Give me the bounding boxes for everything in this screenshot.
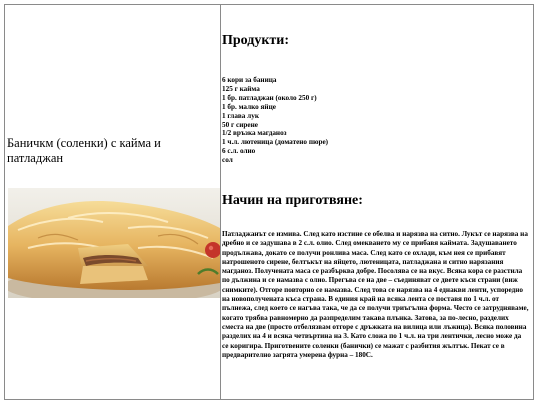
ingredients-list	[222, 76, 522, 165]
left-column	[5, 5, 220, 399]
method-text: Патладжанът се измива. След като изстине се обелва и нарязва на ситно. Лукът се нарязва на дребно и се задушава в 2 с.л. олио. След омекването му се прибавя каймата. Задушаването продължава, докато се получи ронлива маса. След като се охлади, към нея се прибавят натрошеното сирене, белтъкът на яйцето, лютеницата, патладжана и ситно нарязания магданоз. Получената маса се разбърква добре. Посолява се на вкус. Всяка кора се разстила по дължина и се намазва с олио. Прегъва се на две – съединяват се двете къси страни (виж снимките). Отгоре повторно се намазва. След това се нарязва на 4 еднакви ленти, успоредно на новополучената къса страна. В единия край на всяка лента се поставя по 1 ч.л. от пълнежа, след което се нагъва така, че да се получи триъгълна форма. Често се затрудняваме, когато трябва равномерно да разпределим такава плънка. Затова, за по-лесно, разделих сместа на две (просто отбелязвам отгоре с дръжката на вилица или лъжица). Всяка половина разделих на 4 и всяка четвъртина на 3. Като сложа по 1 ч.л. на три лентички, лесно може да се коригира. Приготвените соленки (банички) се мажат с разбития жълтък. Пекат се в предварително загрята умерена фурна – 180С.	[222, 230, 529, 359]
list-item: 50 г сирене	[222, 120, 258, 129]
list-item: 1 бр. патладжан (около 250 г)	[222, 93, 317, 102]
list-item: 6 с.л. олио	[222, 147, 256, 156]
list-item: 1 ч.л. лютеница (доматено пюре)	[222, 138, 329, 147]
list-item: 1 глава лук	[222, 111, 259, 120]
list-item: 6 кори за баница	[222, 76, 277, 84]
right-column	[222, 5, 532, 399]
pastry-photo	[8, 188, 220, 298]
method-heading: Начин на приготвяне:	[222, 193, 363, 208]
column-divider	[220, 4, 221, 400]
list-item: 1 бр. малко яйце	[222, 102, 276, 111]
recipe-title: Баничкм (соленки) с кайма и патладжан	[7, 136, 161, 165]
list-item: 1/2 връзка магданоз	[222, 129, 287, 138]
ingredients-heading: Продукти:	[222, 33, 290, 48]
list-item: 125 г кайма	[222, 84, 260, 93]
list-item: сол	[222, 156, 233, 165]
